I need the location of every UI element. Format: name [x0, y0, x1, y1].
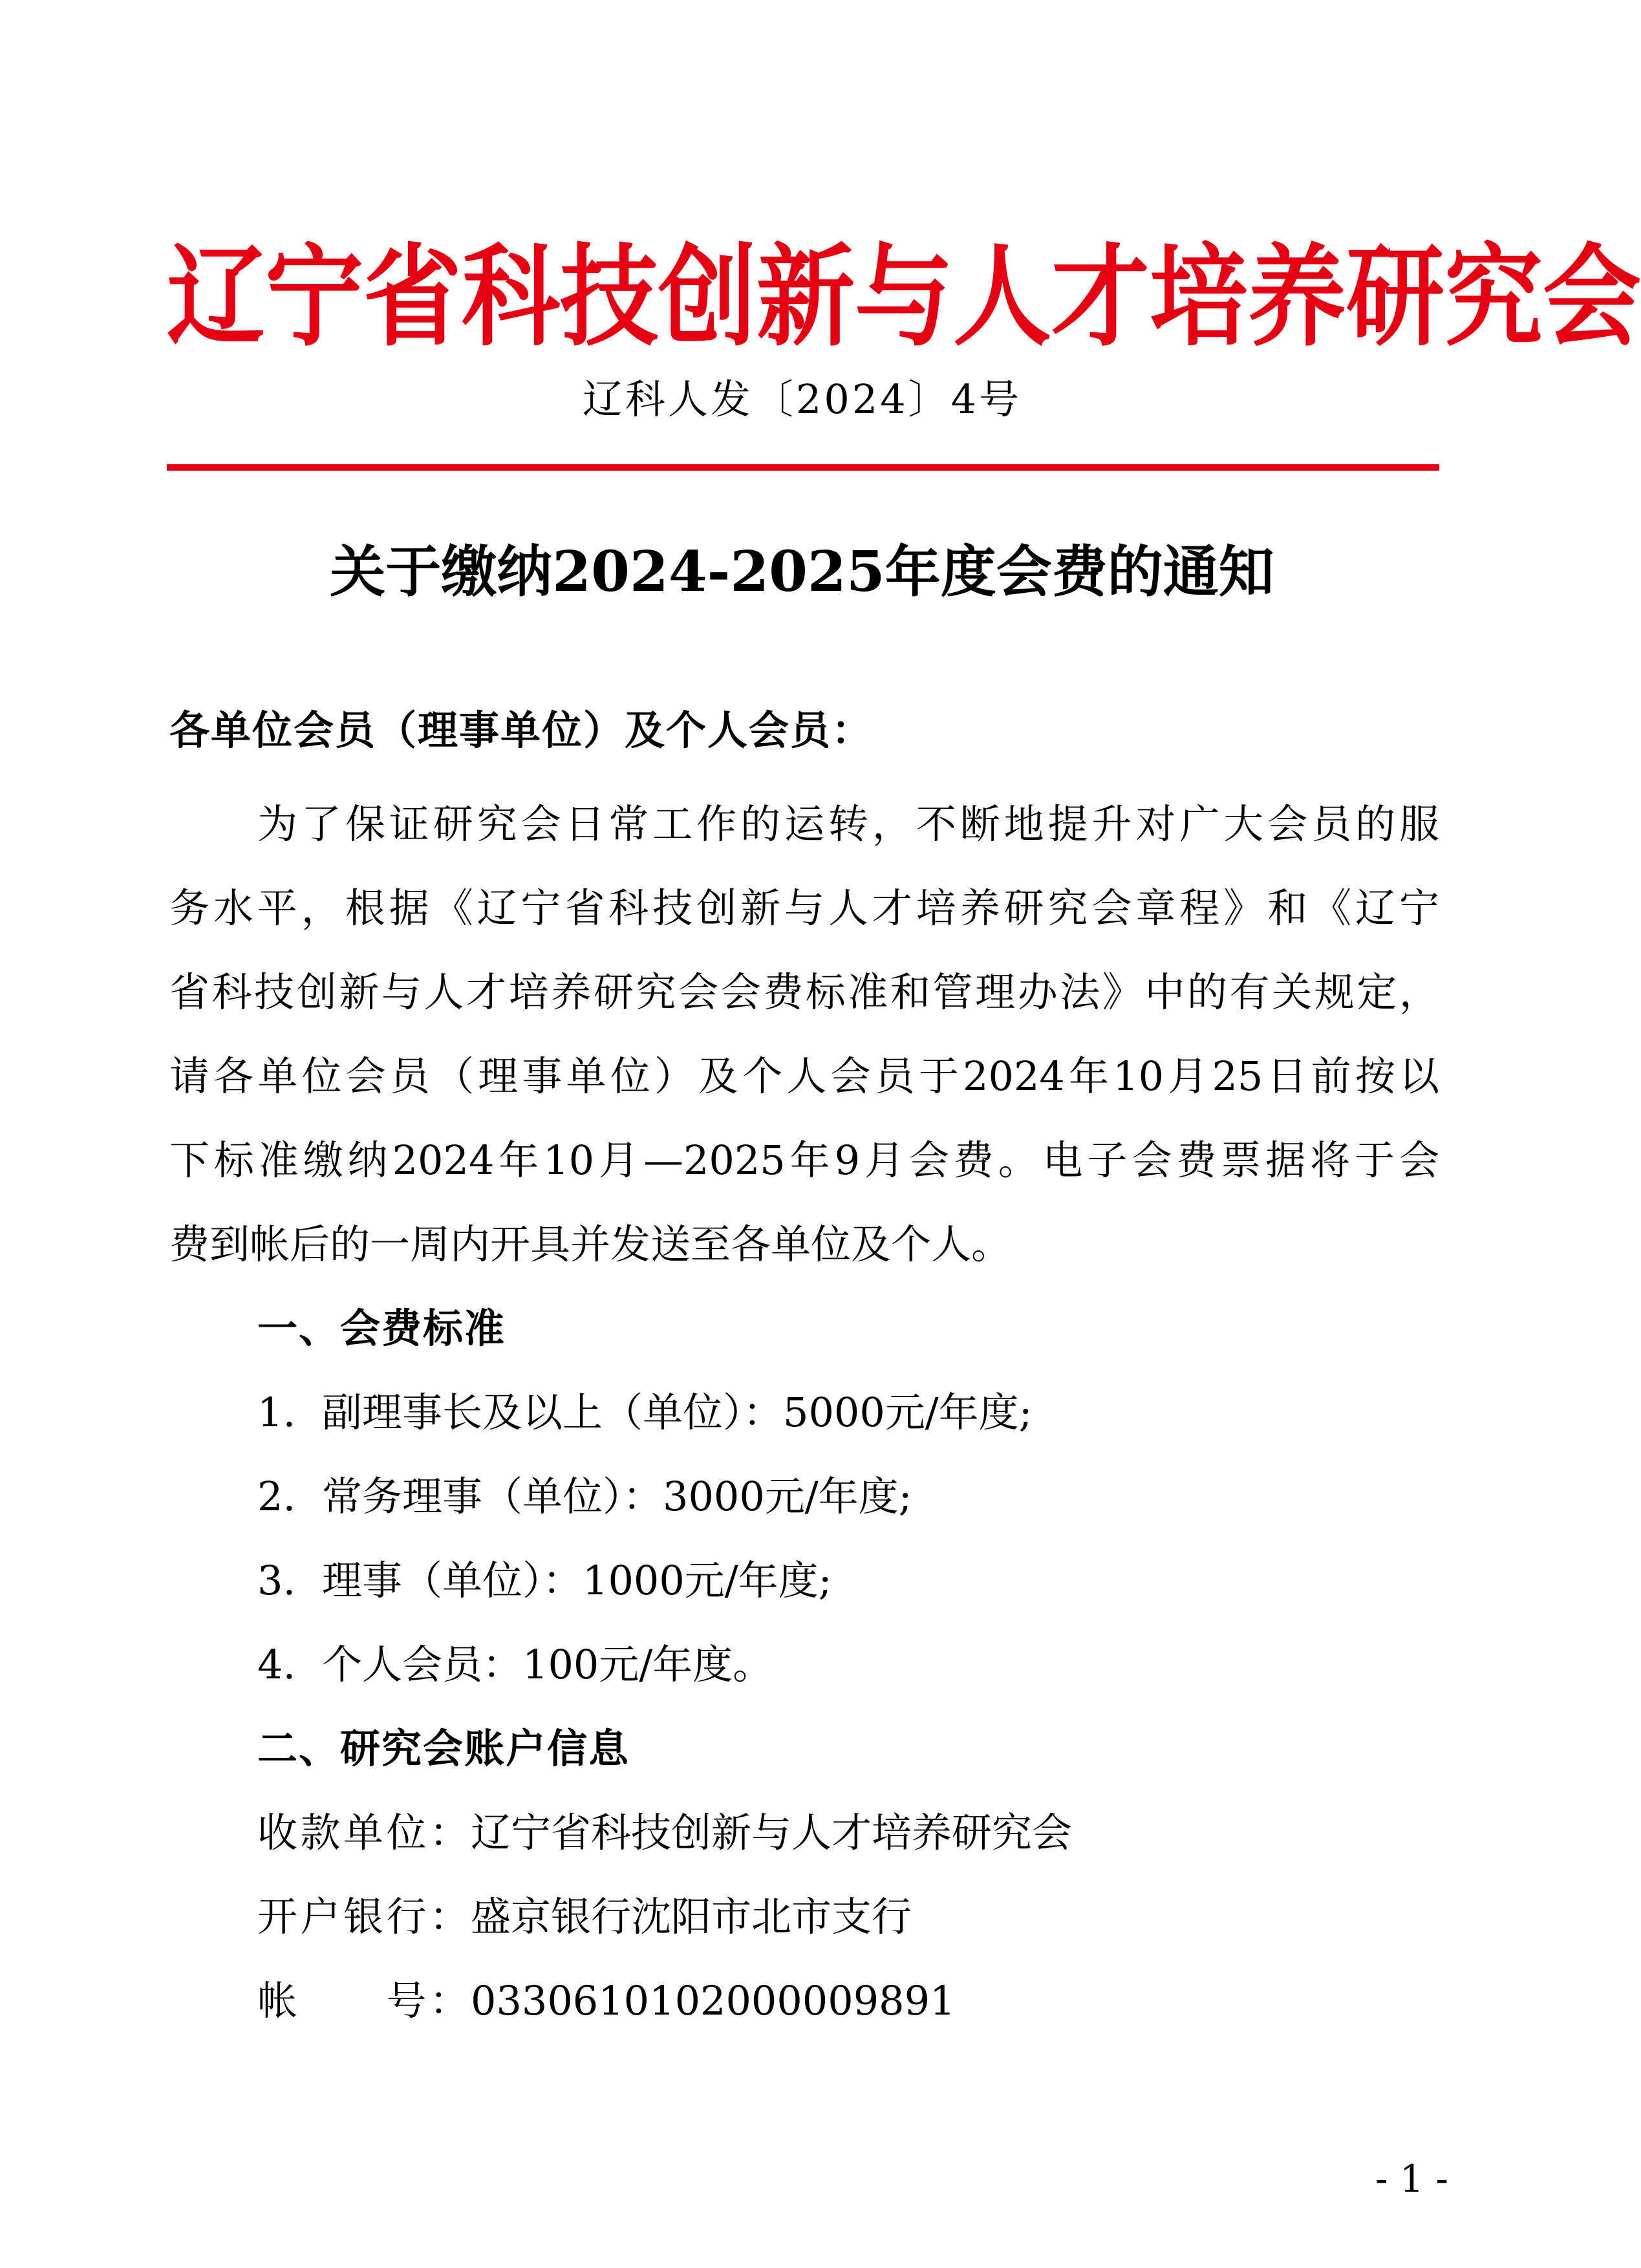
- letterhead-organization-char: 技: [560, 233, 658, 361]
- letterhead-red-rule: [167, 464, 1439, 471]
- letterhead-organization-char: 创: [658, 233, 756, 361]
- account-label: 开户银行：: [257, 1893, 471, 1940]
- body-paragraph-line: 费到帐后的一周内开具并发送至各单位及个人。: [169, 1221, 1012, 1268]
- fee-item-text: 副理事长及以上（单位）：5000元/年度;: [322, 1389, 1033, 1436]
- fee-item: [257, 1384, 1033, 1442]
- fee-item-text: 常务理事（单位）：3000元/年度;: [322, 1473, 912, 1520]
- letterhead-organization-char: 新: [756, 233, 855, 361]
- fee-item-number: 4.: [257, 1641, 296, 1688]
- fee-item: [257, 1552, 832, 1610]
- letterhead-organization-char: 辽: [167, 233, 265, 361]
- letterhead-organization-char: 研: [1346, 233, 1444, 361]
- letterhead-organization-char: 与: [855, 233, 953, 361]
- document-number: 辽科人发〔2024〕4号: [582, 376, 1022, 423]
- fee-item-number: 2.: [257, 1473, 296, 1520]
- body-paragraph-line: 为了保证研究会日常工作的运转，不断地提升对广大会员的服: [257, 800, 1439, 848]
- letterhead-organization-char: 养: [1248, 233, 1346, 361]
- letterhead-organization-char: 科: [462, 233, 560, 361]
- account-value: 盛京银行沈阳市北市支行: [471, 1893, 912, 1940]
- account-row-bank: [257, 1888, 912, 1946]
- account-label: 收款单位：: [257, 1809, 471, 1856]
- fee-item-text: 个人会员：100元/年度。: [322, 1641, 773, 1688]
- salutation: 各单位会员（理事单位）及个人会员：: [169, 707, 874, 754]
- page-number: - 1 -: [1375, 2157, 1448, 2201]
- fee-item: [257, 1468, 912, 1526]
- account-row-payee: [257, 1804, 1072, 1862]
- body-paragraph-line: 请各单位会员（理事单位）及个人会员于2024年10月25日前按以: [169, 1053, 1439, 1100]
- fee-item-text: 理事（单位）：1000元/年度;: [322, 1557, 832, 1604]
- section-heading-account-info: 二、研究会账户信息: [257, 1725, 630, 1772]
- letterhead-organization-char: 宁: [265, 233, 363, 361]
- letterhead-organization-char: 省: [363, 233, 462, 361]
- letterhead-organization-char: 究: [1444, 233, 1543, 361]
- body-paragraph-line: 务水平，根据《辽宁省科技创新与人才培养研究会章程》和《辽宁: [169, 884, 1439, 932]
- section-heading-fee-standard: 一、会费标准: [257, 1305, 506, 1352]
- account-label: 帐 号：: [257, 1977, 471, 2024]
- letterhead-organization-char: 会: [1543, 233, 1641, 361]
- letterhead-organization-char: 培: [1150, 233, 1248, 361]
- letterhead-organization-name: [167, 214, 1641, 381]
- account-value: 辽宁省科技创新与人才培养研究会: [471, 1809, 1073, 1856]
- letterhead-organization-char: 人: [953, 233, 1051, 361]
- fee-item-number: 3.: [257, 1557, 296, 1604]
- fee-item: [257, 1636, 773, 1694]
- account-value: 0330610102000009891: [471, 1977, 956, 2024]
- body-paragraph-line: 下标准缴纳2024年10月—2025年9月会费。电子会费票据将于会: [169, 1137, 1439, 1184]
- letterhead-organization-char: 才: [1051, 233, 1150, 361]
- body-paragraph-line: 省科技创新与人才培养研究会会费标准和管理办法》中的有关规定，: [169, 968, 1439, 1016]
- account-row-number: [257, 1972, 955, 2030]
- fee-item-number: 1.: [257, 1389, 296, 1436]
- document-title: 关于缴纳2024-2025年度会费的通知: [330, 539, 1274, 604]
